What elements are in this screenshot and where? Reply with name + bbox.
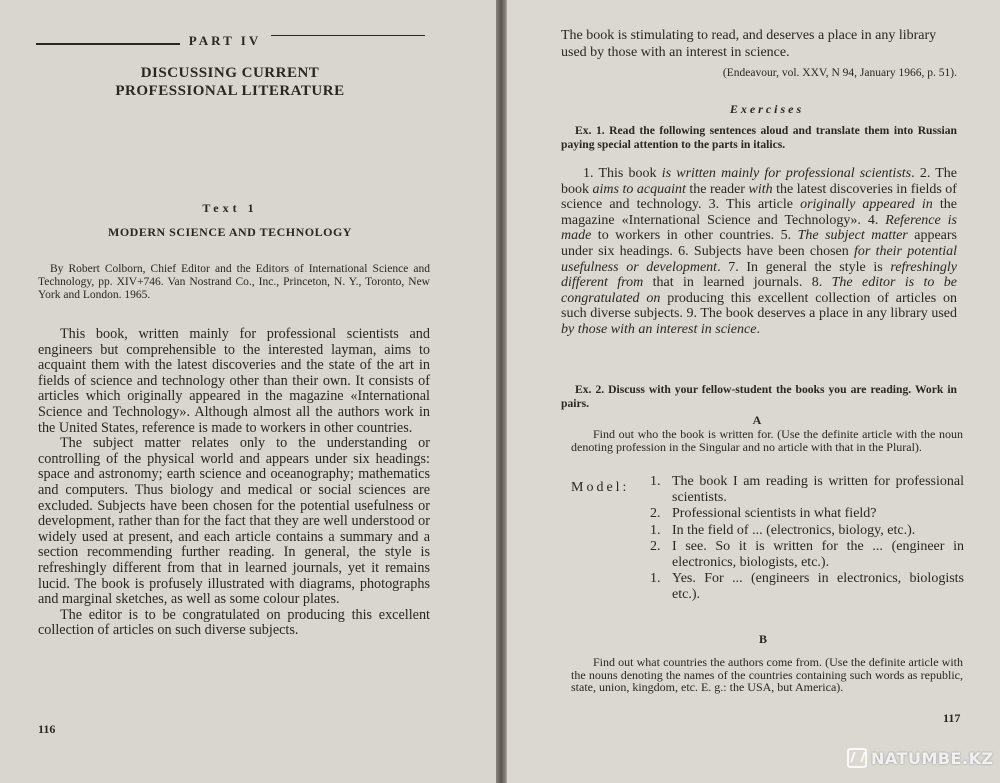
speaker-number: 1. (650, 474, 661, 489)
sentence-text: 9. (686, 306, 701, 322)
italic-phrase: originally appeared in (800, 197, 933, 213)
sentence-text: . (756, 321, 760, 337)
section-b-instruction: Find out what countries the authors come from. (Use the definite article with the nouns denoting the names of the countries containing such words as republic, state, union, kingdom, etc. E. g.: the USA, but America). (571, 655, 963, 694)
sentence-text: 1. (583, 166, 599, 181)
ex1-instruction: Ex. 1. Read the following sentences aloud and translate them into Russian paying special attention to the parts in italics. (561, 124, 957, 151)
italic-phrase: refreshingly different from (561, 259, 958, 291)
sentence-text: 5. (780, 228, 798, 244)
sentence-text: . (911, 166, 920, 181)
paragraph: This book, written mainly for professional scientists and engineers but comprehensible to the interested layman, aims to acquaint them with the latest discoveries and the state of the art in fields of science and technology other than their own. It consists of articles which originally appeared in the magazine «International Science and Technology». Although almost all the authors work in the United States, reference is made to workers in other countries. (38, 326, 430, 436)
sentence-text: 3. (708, 197, 726, 213)
section-a-instruction: Find out who the book is written for. (Use the definite article with the noun denoting profession in the Singular and no article with that in the Plural). (571, 427, 963, 454)
paragraph: The subject matter relates only to the understanding or controlling of the physical world and appears under six headings: space and astronomy; earth science and oceanography; mathematics and computers. Thus biology and medical or social sciences are excluded. Subjects have been chosen for the potential usefulness or development, rather than for the fact that they are well understood or widely used at present, and each article contains a summary and a section recommending further reading. In general, the style is refreshingly different from that in learned journals, yet it remains lucid. The book is profusely illustrated with diagrams, photographs and marginal sketches, as well as some colour plates. (38, 435, 430, 608)
italic-phrase: Reference is made (561, 212, 957, 244)
italic-phrase: aims to acquaint (592, 181, 686, 197)
watermark-text: NATUMBE.KZ (871, 748, 994, 768)
italic-phrase: The editor is to be congratulated on (561, 275, 958, 306)
sentence-text: to workers in other countries. (591, 228, 781, 244)
text-number: Text 1 (202, 201, 258, 215)
sentence-text: . (717, 259, 729, 275)
italic-phrase: with (748, 181, 773, 197)
left-page (0, 0, 497, 783)
model-line-text: The book I am reading is written for professional scientists. (672, 474, 964, 506)
watermark (847, 748, 994, 768)
sentence-text: 4. (867, 212, 886, 228)
model-line (650, 506, 964, 522)
review-source: (Endeavour, vol. XXV, N 94, January 1966, p. 51). (722, 67, 957, 79)
model-line-text: Professional scientists in what field? (672, 506, 877, 522)
exercises-title: Exercises (729, 102, 805, 116)
sentence-text: appears under six headings. (561, 228, 957, 259)
italic-phrase: The subject matter (797, 228, 908, 244)
speaker-number: 2. (650, 506, 661, 522)
model-line-text: In the field of ... (electronics, biology, etc.). (672, 522, 916, 538)
model-line (650, 474, 964, 506)
book-reference: By Robert Colborn, Chief Editor and the Editors of International Science and Technology, pp. XIV+746. Van Nostrand Co., Inc., Princeton, N. Y., Toronto, New York and London. 1965. (38, 263, 430, 301)
natumbe-logo-icon (847, 748, 867, 768)
speaker-number: 2. (650, 538, 661, 554)
right-page (506, 0, 1000, 783)
ex1-sentences (561, 166, 957, 338)
model-line (650, 571, 964, 603)
sentence-text: This book (598, 166, 662, 181)
book-gutter (496, 0, 506, 783)
sentence-text: 2. (919, 166, 936, 181)
sentence-text: 6. (678, 243, 694, 259)
review-body (38, 327, 430, 639)
sentence-text: This article (725, 197, 801, 213)
ex1-sentence (583, 166, 920, 181)
review-closing-text: The book is stimulating to read, and deserves a place in any library used by those with an interest in science. (561, 28, 937, 60)
sentence-text: The book (561, 166, 958, 197)
sentence-text: 8. (811, 275, 832, 291)
model-line-text: Yes. For ... (engineers in electronics, biologists etc.). (672, 571, 964, 603)
ex2-instruction: Ex. 2. Discuss with your fellow-student the books you are reading. Work in pairs. (561, 383, 957, 410)
sentence-text: 7. (728, 259, 747, 275)
sentence-text: the latest discoveries in fields of science and technology. (561, 181, 957, 213)
page-title-line1: DISCUSSING CURRENT (140, 65, 320, 81)
italic-phrase: by those with an interest in science (561, 321, 757, 337)
sentence-text: the magazine «International Science and Technology». (561, 197, 958, 228)
italic-phrase: is written mainly for professional scientists (661, 166, 912, 181)
model-label: Model: (571, 480, 630, 495)
model-dialogue (650, 474, 964, 604)
page-number: 116 (38, 722, 56, 736)
page-title (60, 64, 400, 100)
sentence-text: Subjects have been chosen (693, 243, 854, 259)
sentence-text: the reader (685, 181, 749, 197)
page-number: 117 (943, 711, 961, 725)
speaker-number: 1. (650, 522, 661, 538)
sentence-text: producing this excellent collection of articles on such diverse subjects. (561, 290, 957, 322)
sentence-text: The book deserves a place in any library used (700, 306, 958, 322)
section-b-letter: B (758, 632, 767, 646)
page-title-line2: PROFESSIONAL LITERATURE (115, 83, 345, 99)
model-line (650, 539, 964, 571)
text-title: MODERN SCIENCE AND TECHNOLOGY (108, 225, 352, 239)
sentence-text: In general the style is (746, 259, 891, 275)
speaker-number: 1. (650, 571, 661, 587)
header-rule-right (271, 35, 425, 36)
part-label: PART IV (188, 33, 262, 48)
model-line (650, 523, 964, 539)
section-a-letter: A (752, 413, 762, 427)
model-line-text: I see. So it is written for the ... (engineer in electronics, biologists, etc.). (672, 538, 964, 571)
italic-phrase: for their potential usefulness or development (561, 243, 958, 275)
sentence-text: that in learned journals. (643, 275, 812, 291)
paragraph: The editor is to be congratulated on producing this excellent collection of articles on such diverse subjects. (38, 606, 430, 639)
header-rule-left (36, 43, 180, 45)
